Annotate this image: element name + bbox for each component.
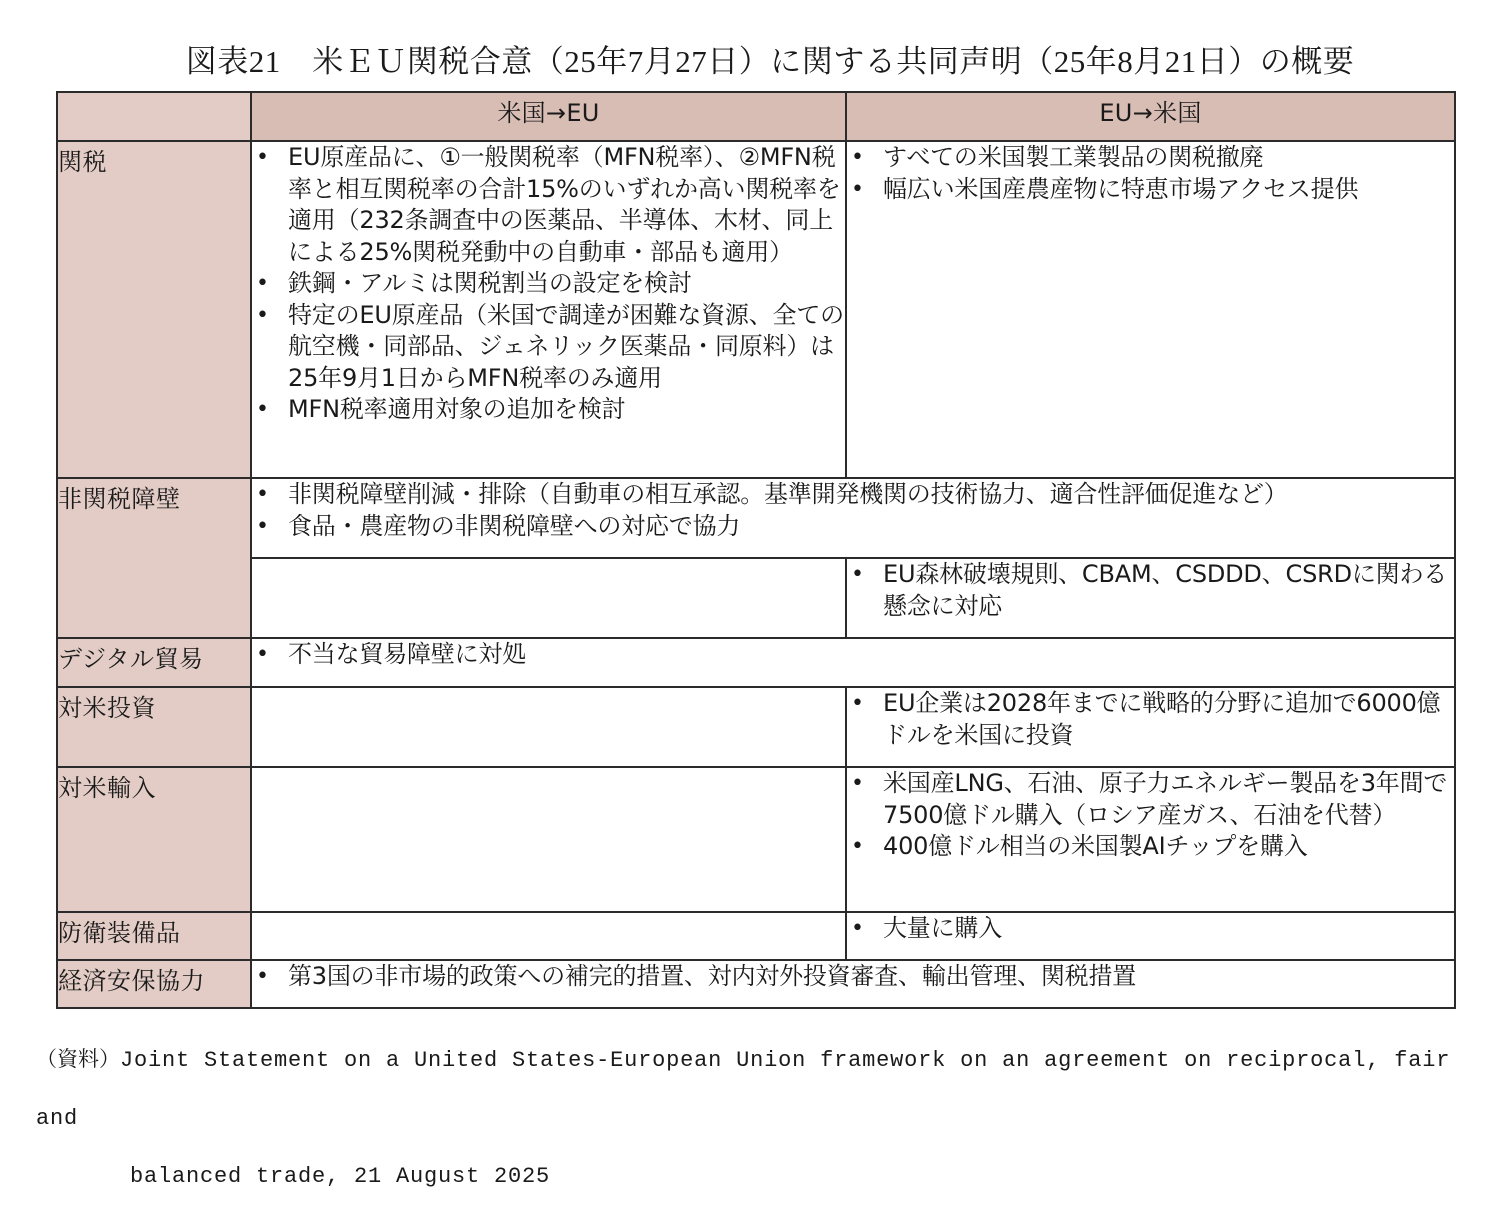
list-item: • 非関税障壁削減・排除（自動車の相互承認。基準開発機関の技術協力、適合性評価促進など） — [252, 479, 1454, 511]
cell-non-tariff-both — [251, 478, 1455, 558]
figure-title: 図表21 米ＥＵ関税合意（25年7月27日）に関する共同声明（25年8月21日）の概要 — [185, 44, 1355, 79]
list-item: • 米国産LNG、石油、原子力エネルギー製品を3年間で7500億ドル購入（ロシア産ガス、石油を代替） — [847, 768, 1454, 831]
cell-investment-us-to-eu — [251, 687, 846, 767]
table-header-row — [57, 92, 1455, 141]
cell-econ-security-both — [251, 960, 1455, 1008]
bullet-list — [847, 768, 1454, 863]
column-header-eu-to-us: EU→米国 — [846, 92, 1455, 141]
table-row-digital — [57, 638, 1455, 687]
cell-digital-both — [251, 638, 1455, 687]
row-header-defense: 防衛装備品 — [57, 912, 251, 960]
table-row-non-tariff-split — [57, 558, 1455, 638]
source-label: （資料） — [36, 1047, 120, 1071]
bullet-list — [847, 688, 1454, 751]
table-row-econ-security — [57, 960, 1455, 1008]
row-header-imports: 対米輸入 — [57, 767, 251, 912]
list-item: • 鉄鋼・アルミは関税割当の設定を検討 — [252, 268, 845, 300]
list-item: • MFN税率適用対象の追加を検討 — [252, 394, 845, 426]
list-item: • 大量に購入 — [847, 913, 1454, 945]
table-row-imports — [57, 767, 1455, 912]
row-header-digital: デジタル貿易 — [57, 638, 251, 687]
cell-imports-eu-to-us — [846, 767, 1455, 912]
corner-header — [57, 92, 251, 141]
cell-tariff-us-to-eu — [251, 141, 846, 478]
list-item: • 不当な貿易障壁に対処 — [252, 639, 1454, 671]
source-note — [36, 1030, 1506, 1206]
cell-tariff-eu-to-us — [846, 141, 1455, 478]
row-header-investment: 対米投資 — [57, 687, 251, 767]
list-item: • 特定のEU原産品（米国で調達が困難な資源、全ての航空機・同部品、ジェネリック医薬品・同原料）は25年9月1日からMFN税率のみ適用 — [252, 300, 845, 395]
list-item: • 第3国の非市場的政策への補完的措置、対内対外投資審査、輸出管理、関税措置 — [252, 961, 1454, 993]
list-item: • 食品・農産物の非関税障壁への対応で協力 — [252, 511, 1454, 543]
table-row-investment — [57, 687, 1455, 767]
bullet-list — [252, 142, 845, 426]
list-item: • 400億ドル相当の米国製AIチップを購入 — [847, 831, 1454, 863]
list-item: • すべての米国製工業製品の関税撤廃 — [847, 142, 1454, 174]
cell-imports-us-to-eu — [251, 767, 846, 912]
list-item: • 幅広い米国産農産物に特恵市場アクセス提供 — [847, 174, 1454, 206]
summary-table — [56, 91, 1456, 1009]
bullet-list — [252, 961, 1454, 993]
list-item: • EU企業は2028年までに戦略的分野に追加で6000億ドルを米国に投資 — [847, 688, 1454, 751]
row-header-econ-security: 経済安保協力 — [57, 960, 251, 1008]
cell-investment-eu-to-us — [846, 687, 1455, 767]
column-header-us-to-eu: 米国→EU — [251, 92, 846, 141]
bullet-list — [252, 479, 1454, 542]
row-header-non-tariff: 非関税障壁 — [57, 478, 251, 638]
row-header-tariff: 関税 — [57, 141, 251, 478]
bullet-list — [847, 913, 1454, 945]
cell-non-tariff-eu-to-us — [846, 558, 1455, 638]
table-row-defense — [57, 912, 1455, 960]
list-item: • EU森林破壊規則、CBAM、CSDDD、CSRDに関わる懸念に対応 — [847, 559, 1454, 622]
bullet-list — [847, 142, 1454, 205]
bullet-list — [847, 559, 1454, 622]
source-line-1: Joint Statement on a United States-European Union framework on an agreement on reciprocal, fair and — [36, 1048, 1451, 1131]
table-row-non-tariff-joint — [57, 478, 1455, 558]
cell-defense-us-to-eu — [251, 912, 846, 960]
table-row-tariff — [57, 141, 1455, 478]
cell-defense-eu-to-us — [846, 912, 1455, 960]
cell-non-tariff-us-to-eu — [251, 558, 846, 638]
list-item: • EU原産品に、①一般関税率（MFN税率）、②MFN税率と相互関税率の合計15%のいずれか高い関税率を適用（232条調査中の医薬品、半導体、木材、同上による25%関税発動中の自動車・部品も適用） — [252, 142, 845, 268]
source-line-2: balanced trade, 21 August 2025 — [130, 1164, 551, 1189]
bullet-list — [252, 639, 1454, 671]
